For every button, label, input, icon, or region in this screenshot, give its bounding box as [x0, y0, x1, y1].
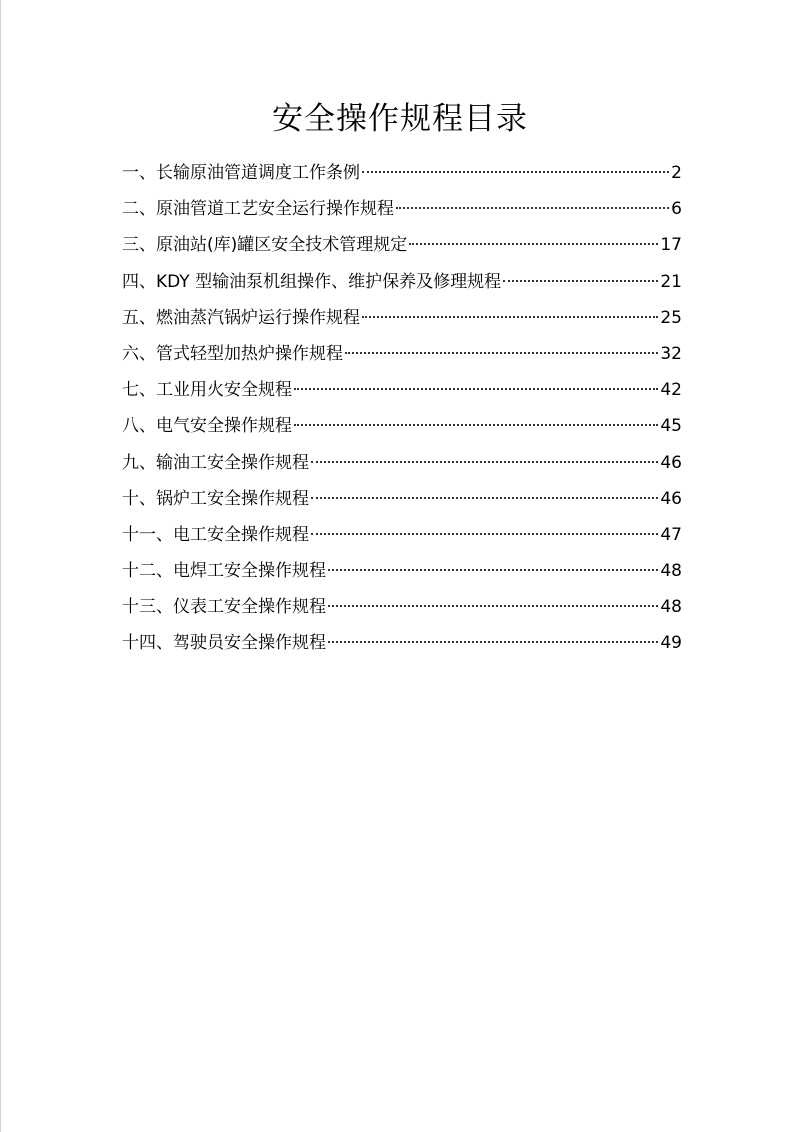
toc-dot-leader [503, 280, 658, 282]
page-edge [0, 0, 1, 1132]
toc-dot-leader [328, 605, 658, 607]
toc-entry [122, 625, 682, 661]
toc-entry [122, 553, 682, 589]
toc-entry-label: 十三、仪表工安全操作规程 [122, 597, 326, 618]
toc-entry-label: 七、工业用火安全规程 [122, 380, 292, 401]
toc-entry [122, 517, 682, 553]
toc-entry-page: 48 [660, 597, 682, 618]
toc-entry [122, 264, 682, 300]
toc-entry-label: 十四、驾驶员安全操作规程 [122, 633, 326, 654]
toc-entry-page: 2 [671, 163, 682, 183]
toc-entry [122, 589, 682, 625]
toc-entry-label: 十、锅炉工安全操作规程 [122, 488, 309, 509]
toc-entry [122, 408, 682, 444]
toc-entry-label: 十一、电工安全操作规程 [122, 524, 309, 545]
toc-entry-page: 49 [660, 633, 682, 654]
toc-entry-page: 46 [660, 488, 682, 509]
toc-entry-page: 42 [660, 380, 682, 401]
toc-entry-page: 45 [660, 416, 682, 437]
toc-entry-label: 五、燃油蒸汽锅炉运行操作规程 [122, 307, 360, 328]
toc-dot-leader [311, 461, 658, 463]
toc-entry [122, 191, 682, 227]
toc-dot-leader [311, 497, 658, 499]
toc-entry-label: 三、原油站(库)罐区安全技术管理规定 [122, 235, 408, 256]
toc-entry-label: 一、长输原油管道调度工作条例 [122, 163, 360, 183]
toc-entry [122, 372, 682, 408]
toc-dot-leader [362, 316, 658, 318]
toc-dot-leader [396, 207, 669, 209]
toc-entry-page: 6 [671, 199, 682, 220]
toc-dot-leader [328, 569, 658, 571]
toc-entry [122, 445, 682, 481]
toc-entry-page: 46 [660, 452, 682, 473]
page-title: 安全操作规程目录 [272, 101, 528, 137]
toc-dot-leader [328, 641, 658, 643]
toc-entry-page: 47 [660, 524, 682, 545]
toc-dot-leader [294, 388, 658, 390]
toc-dot-leader [409, 243, 658, 245]
toc-entry-page: 17 [660, 235, 682, 256]
toc-dot-leader [362, 171, 669, 173]
toc-entry-label: 六、管式轻型加热炉操作规程 [122, 343, 343, 364]
toc-entry [122, 336, 682, 372]
toc-dot-leader [345, 352, 658, 354]
toc-entry-label: 十二、电焊工安全操作规程 [122, 561, 326, 582]
toc-entry [122, 227, 682, 263]
toc-entry [122, 155, 682, 191]
toc-entry [122, 481, 682, 517]
toc-entry-label: 九、输油工安全操作规程 [122, 452, 309, 473]
toc-entry-label: 八、电气安全操作规程 [122, 416, 292, 437]
toc-entry-page: 32 [660, 343, 682, 364]
toc-entry-page: 48 [660, 561, 682, 582]
toc-entry-label: 二、原油管道工艺安全运行操作规程 [122, 199, 394, 220]
table-of-contents [122, 155, 682, 662]
toc-entry-page: 21 [660, 271, 682, 292]
toc-entry-label: 四、KDY 型输油泵机组操作、维护保养及修理规程 [122, 271, 502, 292]
toc-entry-page: 25 [660, 307, 682, 328]
toc-dot-leader [311, 533, 658, 535]
toc-dot-leader [294, 424, 658, 426]
toc-entry [122, 300, 682, 336]
